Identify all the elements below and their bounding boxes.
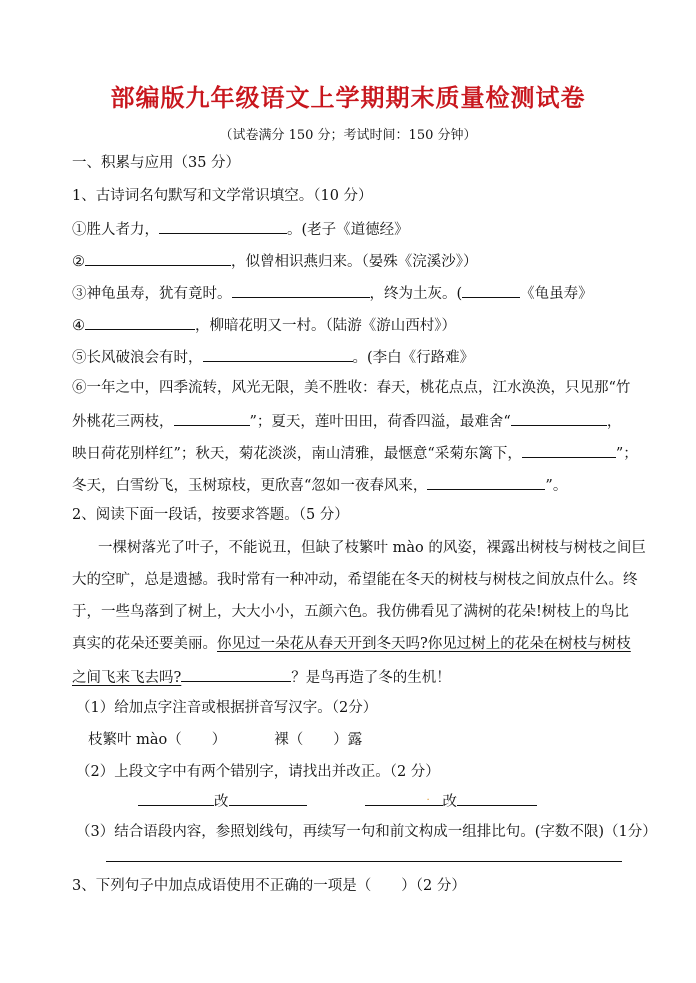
answer-blank[interactable] xyxy=(522,442,616,458)
answer-blank[interactable] xyxy=(85,250,231,266)
answer-blank[interactable] xyxy=(174,410,250,426)
q3-heading: 3、下列句子中加点成语使用不正确的一项是（ ）（2 分） xyxy=(72,878,466,894)
q2-sub2-heading: （2）上段文字中有两个错别字，请找出并改正。（2 分） xyxy=(76,764,440,780)
passage-line-3: 于，一些鸟落到了树上，大大小小，五颜六色。我仿佛看见了满树的花朵!树枝上的鸟比 xyxy=(72,604,629,620)
orange-dot-mark: . xyxy=(426,792,430,803)
exam-subtitle: （试卷满分 150 分；考试时间：150 分钟） xyxy=(219,128,477,143)
answer-line[interactable] xyxy=(106,861,622,862)
answer-blank[interactable] xyxy=(365,790,443,806)
answer-blank[interactable] xyxy=(462,282,520,298)
q1-item-2: ② ，似曾相识燕归来。（晏殊《浣溪沙》） xyxy=(72,250,478,272)
passage-line-1: 一棵树落光了叶子，不能说丑，但缺了枝繁叶 mào 的风姿，裸露出树枝与树枝之间巨 xyxy=(98,540,646,556)
underlined-sentence: 之间飞来飞去吗? xyxy=(72,670,182,686)
exam-title: 部编版九年级语文上学期期末质量检测试卷 xyxy=(110,83,586,112)
q1-item-6-line-1: ⑥一年之中，四季流转，风光无限，美不胜收：春天，桃花点点，江水涣涣，只见那“竹 xyxy=(72,380,631,396)
underlined-sentence: 你见过一朵花从春天开到冬天吗?你见过树上的花朵在树枝与树枝 xyxy=(217,636,631,652)
section-heading: 一、积累与应用（35 分） xyxy=(72,155,241,171)
q2-heading: 2、阅读下面一段话，按要求答题。（5 分） xyxy=(72,507,349,523)
answer-blank[interactable] xyxy=(511,410,607,426)
q1-item-4: ④ ，柳暗花明又一村。（陆游《游山西村》） xyxy=(72,314,456,336)
answer-blank[interactable] xyxy=(229,790,307,806)
q1-item-6-line-2: 外桃花三两枝， ”；夏天，莲叶田田，荷香四溢，最难舍“ ， xyxy=(72,410,621,432)
answer-blank[interactable] xyxy=(232,282,370,298)
q2-sub1-heading: （1）给加点字注音或根据拼音写汉字。（2分） xyxy=(76,700,378,716)
answer-blank[interactable] xyxy=(457,790,537,806)
q2-sub1-answers: 枝繁叶 mào（ ） 裸（ ）露 xyxy=(88,732,363,748)
q1-item-6-line-4: 冬天，白雪纷飞，玉树琼枝，更欣喜“忽如一夜春风来， ”。 xyxy=(72,474,567,496)
answer-blank[interactable] xyxy=(427,474,545,490)
answer-blank[interactable] xyxy=(85,314,195,330)
passage-line-2: 大的空旷，总是遗撼。我时常有一种冲动，希望能在冬天的树枝与树枝之间放点什么。终 xyxy=(72,572,638,588)
q1-item-1: ①胜人者力， 。(老子《道德经》 xyxy=(72,218,409,240)
answer-blank[interactable] xyxy=(203,346,353,362)
passage-line-5: 之间飞来飞去吗? ？是鸟再造了冬的生机！ xyxy=(72,666,451,688)
q1-heading: 1、古诗词名句默写和文学常识填空。（10 分） xyxy=(72,188,373,204)
q2-sub2-answers: 改 . 改 xyxy=(138,790,537,812)
q2-sub3-heading: （3）结合语段内容，参照划线句，再续写一句和前文构成一组排比句。(字数不限)（1分） xyxy=(76,824,657,840)
answer-blank[interactable] xyxy=(159,218,287,234)
q1-item-6-line-3: 映日荷花别样红”；秋天，菊花淡淡，南山清雅，最惬意“采菊东篱下， ”； xyxy=(72,442,638,464)
passage-line-4: 真实的花朵还要美丽。你见过一朵花从春天开到冬天吗?你见过树上的花朵在树枝与树枝 xyxy=(72,636,631,652)
q1-item-5: ⑤长风破浪会有时， 。(李白《行路难》 xyxy=(72,346,474,368)
q1-item-3: ③神龟虽寿，犹有竟时。 ，终为土灰。( 《龟虽寿》 xyxy=(72,282,593,304)
answer-blank[interactable] xyxy=(181,666,291,682)
answer-blank[interactable] xyxy=(138,790,214,806)
